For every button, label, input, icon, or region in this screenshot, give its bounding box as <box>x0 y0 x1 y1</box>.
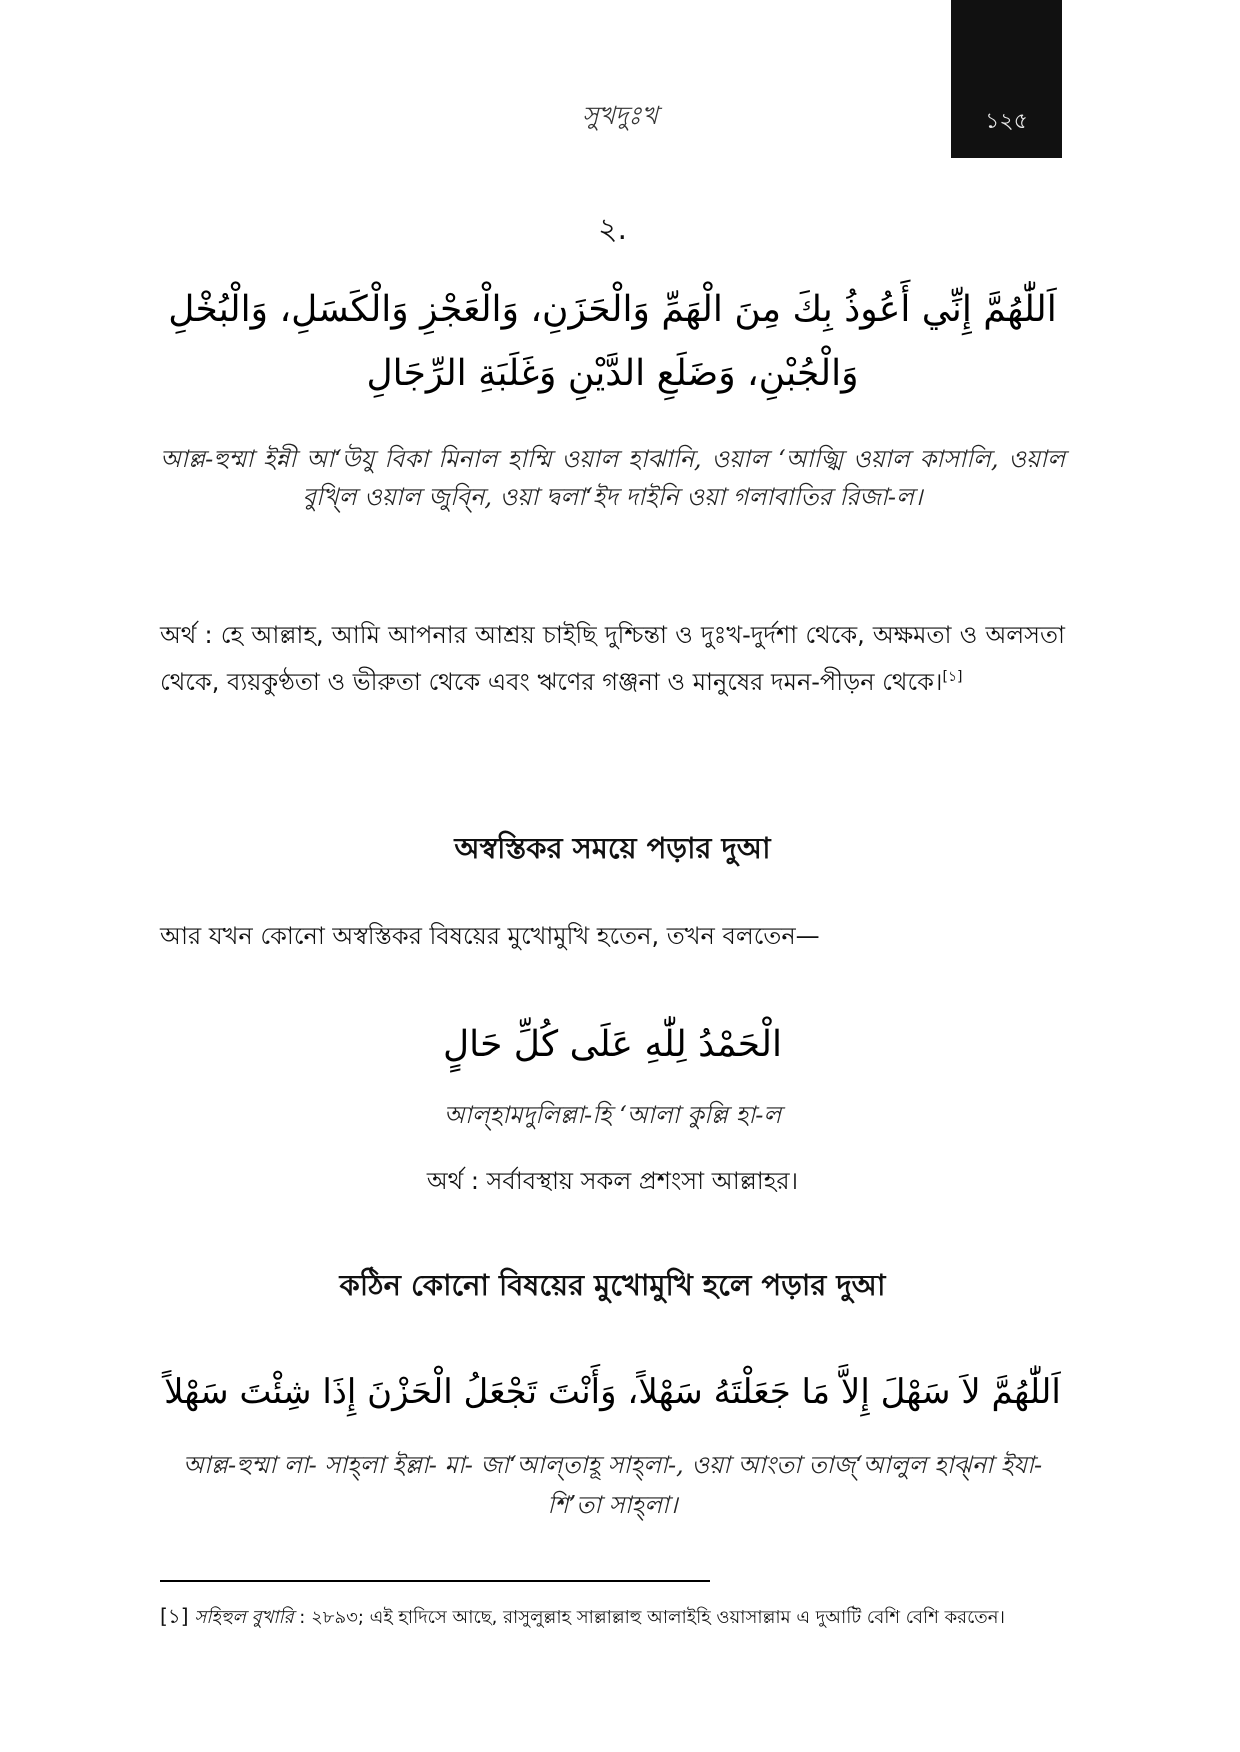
section-1-heading: অস্বস্তিকর সময়ে পড়ার দুআ <box>454 831 771 865</box>
footnote-source: সহিহুল বুখারি <box>194 1607 294 1628</box>
section-1-meaning: অর্থ : সর্বাবস্থায় সকল প্রশংসা আল্লাহর। <box>426 1167 799 1195</box>
footnote-mark[interactable]: [১] <box>942 669 963 685</box>
footnote <box>160 1601 1065 1633</box>
section-2-arabic: اَللّٰهُمَّ لاَ سَهْلَ إِلاَّ مَا جَعَلْتَهُ سَهْلاً، وَأَنْتَ تَجْعَلُ الْحَزْنَ إِذَا شِئْتَ سَهْلاً <box>164 1372 1061 1412</box>
dua-1-transliteration: আল্ল-হুম্মা ইন্নী আ‘উযু বিকা মিনাল হাম্মি ওয়াল হাঝানি, ওয়াল ‘আজ্ঝি ওয়াল কাসালি, ওয়াল বুখ্লি ওয়াল জুব্নি, ওয়া দ্বলা‘ইদ দাইনি ওয়া গলাবাতির রিজা-ল। <box>160 445 1065 511</box>
footnote-text: : ২৮৯৩; এই হাদিসে আছে, রাসুলুল্লাহ সাল্লাল্লাহু আলাইহি ওয়াসাল্লাম এ দুআটি বেশি বেশি করতেন। <box>293 1607 1005 1628</box>
dua-1-meaning <box>160 612 1065 706</box>
section-1-arabic: الْحَمْدُ لِلّٰهِ عَلَى كُلِّ حَالٍ <box>442 1024 783 1065</box>
dua-1-arabic: اَللّٰهُمَّ إِنِّي أَعُوذُ بِكَ مِنَ الْهَمِّ وَالْحَزَنِ، وَالْعَجْزِ وَالْكَسَلِ، وَالْبُخْلِ وَالْجُبْنِ، وَضَلَعِ الدَّيْنِ وَغَلَبَةِ الرِّجَالِ <box>168 289 1057 394</box>
page-number: ১২৫ <box>985 109 1028 134</box>
item-number: ২. <box>597 212 628 247</box>
section-1-transliteration: আল্‌হামদুলিল্লা-হি ‘আলা কুল্লি হা-ল <box>443 1101 782 1129</box>
running-title: সুখদুঃখ <box>582 101 658 130</box>
footnote-divider <box>160 1580 710 1582</box>
dua-1-meaning-text: অর্থ : হে আল্লাহ, আমি আপনার আশ্রয় চাইছি দুশ্চিন্তা ও দুঃখ-দুর্দশা থেকে, অক্ষমতা ও অলসতা থেকে, ব্যয়কুণ্ঠতা ও ভীরুতা থেকে এবং ঋণের গঞ্জনা ও মানুষের দমন-পীড়ন থেকে। <box>160 621 1065 696</box>
footnote-ref: [১] <box>160 1604 189 1628</box>
section-1-intro: আর যখন কোনো অস্বস্তিকর বিষয়ের মুখোমুখি হতেন, তখন বলতেন— <box>160 922 820 950</box>
section-2-heading: কঠিন কোনো বিষয়ের মুখোমুখি হলে পড়ার দুআ <box>339 1268 886 1302</box>
section-2-transliteration: আল্ল-হুম্মা লা- সাহ্‌লা ইল্লা- মা- জা‘আল্‌তাহূ সাহ্‌লা-, ওয়া আংতা তাজ্‌‘আলুল হাঝ্‌না ইযা- শি’তা সাহ্‌লা। <box>182 1451 1043 1519</box>
